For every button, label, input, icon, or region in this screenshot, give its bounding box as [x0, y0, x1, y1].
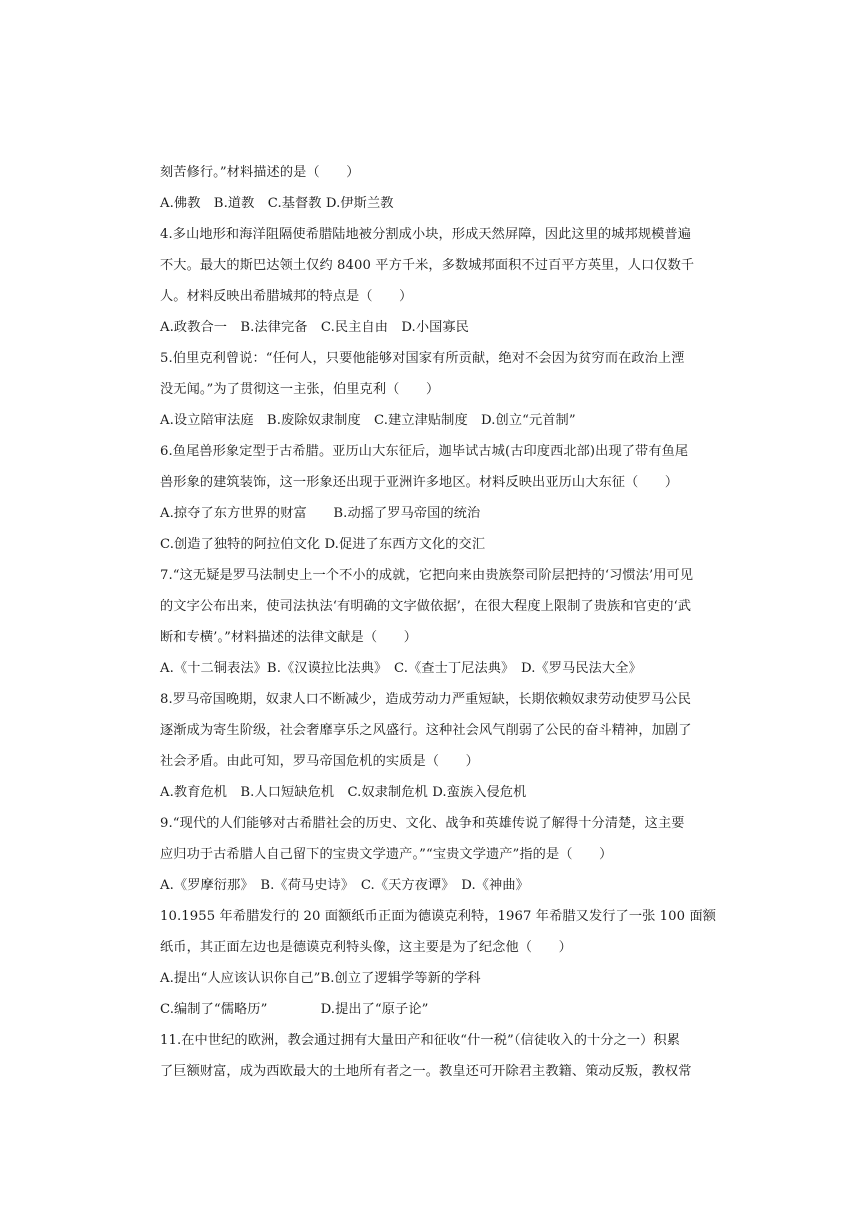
text-line: 纸币，其正面左边也是德谟克利特头像，这主要是为了纪念他（ ） [160, 940, 572, 955]
text-line: 应归功于古希腊人自己留下的宝贵文学遗产。”“宝贵文学遗产”指的是（ ） [160, 847, 613, 862]
question-6-text: 6.鱼尾兽形象定型于古希腊。亚历山大东征后，迦毕试古城(古印度西北部)出现了带有鱼尾 [160, 444, 689, 459]
text-line: 不大。最大的斯巴达领土仅约 8400 平方千米，多数城邦面积不过百平方英里，人口仅数千 [160, 258, 695, 273]
text-line: 了巨额财富，成为西欧最大的土地所有者之一。教皇还可开除君主教籍、策动反叛，教权常 [160, 1064, 692, 1079]
text-line: 社会矛盾。由此可知，罗马帝国危机的实质是（ ） [160, 754, 479, 769]
answer-options: A.掠夺了东方世界的财富 B.动摇了罗马帝国的统治 [160, 506, 481, 521]
question-8-text: 8.罗马帝国晚期，奴隶人口不断减少，造成劳动力严重短缺，长期依赖奴隶劳动使罗马公民 [160, 692, 691, 707]
answer-options: A.《十二铜表法》B.《汉谟拉比法典》 C.《查士丁尼法典》 D.《罗马民法大全》 [160, 661, 642, 676]
text-line: 没无闻。”为了贯彻这一主张，伯里克利（ ） [160, 382, 440, 397]
answer-options: A.佛教 B.道教 C.基督教 D.伊斯兰教 [160, 196, 394, 211]
question-10-text: 10.1955 年希腊发行的 20 面额纸币正面为德谟克利特，1967 年希腊又发行了一张 100 面额 [160, 909, 717, 924]
answer-options: A.设立陪审法庭 B.废除奴隶制度 C.建立津贴制度 D.创立“元首制” [160, 413, 576, 428]
text-line: 的文字公布出来，使司法执法‘有明确的文字做依据’，在很大程度上限制了贵族和官吏的‘武 [160, 599, 692, 614]
answer-options: A.教育危机 B.人口短缺危机 C.奴隶制危机 D.蛮族入侵危机 [160, 785, 527, 800]
answer-options: C.编制了“儒略历” D.提出了“原子论” [160, 1002, 429, 1017]
text-line: 刻苦修行。”材料描述的是（ ） [160, 165, 360, 180]
answer-options: A.政教合一 B.法律完备 C.民主自由 D.小国寡民 [160, 320, 469, 335]
question-4-text: 4.多山地形和海洋阻隔使希腊陆地被分割成小块，形成天然屏障，因此这里的城邦规模普遍 [160, 227, 691, 242]
text-line: 断和专横’。”材料描述的法律文献是（ ） [160, 630, 417, 645]
question-9-text: 9.“现代的人们能够对古希腊社会的历史、文化、战争和英雄传说了解得十分清楚，这主要 [160, 816, 685, 831]
answer-options: A.提出“人应该认识你自己”B.创立了逻辑学等新的学科 [160, 971, 481, 986]
text-line: 逐渐成为寄生阶级，社会奢靡享乐之风盛行。这种社会风气削弱了公民的奋斗精神，加剧了 [160, 723, 692, 738]
answer-options: A.《罗摩衍那》 B.《荷马史诗》 C.《天方夜谭》 D.《神曲》 [160, 878, 529, 893]
text-line: 兽形象的建筑装饰，这一形象还出现于亚洲许多地区。材料反映出亚历山大东征（ ） [160, 475, 679, 490]
text-line: 人。材料反映出希腊城邦的特点是（ ） [160, 289, 413, 304]
answer-options: C.创造了独特的阿拉伯文化 D.促进了东西方文化的交汇 [160, 537, 486, 552]
question-5-text: 5.伯里克利曾说：“任何人，只要他能够对国家有所贡献，绝对不会因为贫穷而在政治上湮 [160, 351, 685, 366]
document-body [160, 157, 717, 1087]
question-11-text: 11.在中世纪的欧洲，教会通过拥有大量田产和征收“什一税”（信徒收入的十分之一）积累 [160, 1033, 680, 1048]
question-7-text: 7.“这无疑是罗马法制史上一个不小的成就，它把向来由贵族祭司阶层把持的‘习惯法’用可见 [160, 568, 694, 583]
